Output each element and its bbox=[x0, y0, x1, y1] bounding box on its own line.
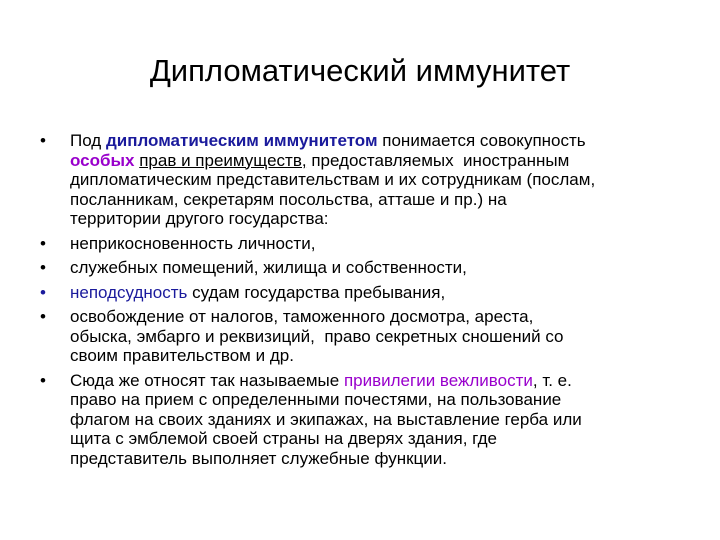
term-non-jurisdiction: неподсудность bbox=[70, 282, 188, 302]
text-line: представитель выполняет служебные функции. bbox=[70, 448, 448, 468]
bullet-dot-icon: • bbox=[40, 370, 46, 390]
underlined-rights: прав и преимуществ, bbox=[139, 150, 307, 170]
text-fragment: Сюда же относят так называемые bbox=[70, 370, 344, 390]
bullet-item-premises bbox=[40, 258, 700, 278]
text-fragment: , т. е. bbox=[532, 370, 572, 390]
text-line bbox=[70, 151, 700, 171]
term-courtesy-privileges: привилегии вежливости bbox=[343, 370, 533, 390]
text-line bbox=[70, 371, 700, 391]
text-line: посланникам, секретарям посольства, атташе и пр.) на bbox=[70, 189, 507, 209]
term-diplomatic-immunity: дипломатическим иммунитетом bbox=[105, 131, 378, 150]
slide-title: Дипломатический иммунитет bbox=[149, 53, 571, 88]
text-fragment: понимается совокупность bbox=[377, 131, 586, 150]
bullet-item-definition bbox=[40, 131, 700, 229]
term-special: особых bbox=[70, 150, 135, 170]
bullet-dot-icon: • bbox=[40, 131, 46, 150]
text-line: своим правительством и др. bbox=[70, 346, 294, 365]
bullet-dot-icon: • bbox=[40, 282, 46, 302]
bullet-dot-icon: • bbox=[40, 307, 46, 326]
text-line: право на прием с определенными почестями, на пользование bbox=[70, 390, 562, 409]
text-line bbox=[70, 131, 700, 151]
text-line bbox=[70, 283, 700, 303]
bullet-item-jurisdiction bbox=[40, 283, 700, 303]
text-line: обыска, эмбарго и реквизиций, право секретных сношений со bbox=[70, 326, 564, 346]
text-line: неприкосновенность личности, bbox=[70, 233, 316, 253]
bullet-list bbox=[40, 131, 700, 473]
text-line: щита с эмблемой своей страны на дверях здания, где bbox=[70, 429, 497, 448]
text-line: служебных помещений, жилища и собственности, bbox=[70, 258, 467, 277]
bullet-item-tax-exemption bbox=[40, 307, 700, 366]
bullet-dot-icon: • bbox=[40, 258, 46, 277]
bullet-item-personal-inviolability bbox=[40, 234, 700, 254]
bullet-dot-icon: • bbox=[40, 233, 46, 253]
text-line: дипломатическим представительствам и их сотрудникам (послам, bbox=[70, 170, 596, 189]
text-line: освобождение от налогов, таможенного досмотра, ареста, bbox=[70, 307, 534, 326]
text-line: флагом на своих зданиях и экипажах, на выставление герба или bbox=[70, 409, 582, 429]
text-line: территории другого государства: bbox=[70, 209, 329, 228]
text-fragment: предоставляемых иностранным bbox=[306, 150, 570, 170]
text-fragment: судам государства пребывания, bbox=[187, 282, 446, 302]
bullet-item-courtesy-privileges bbox=[40, 371, 700, 469]
text-fragment: Под bbox=[70, 131, 106, 150]
